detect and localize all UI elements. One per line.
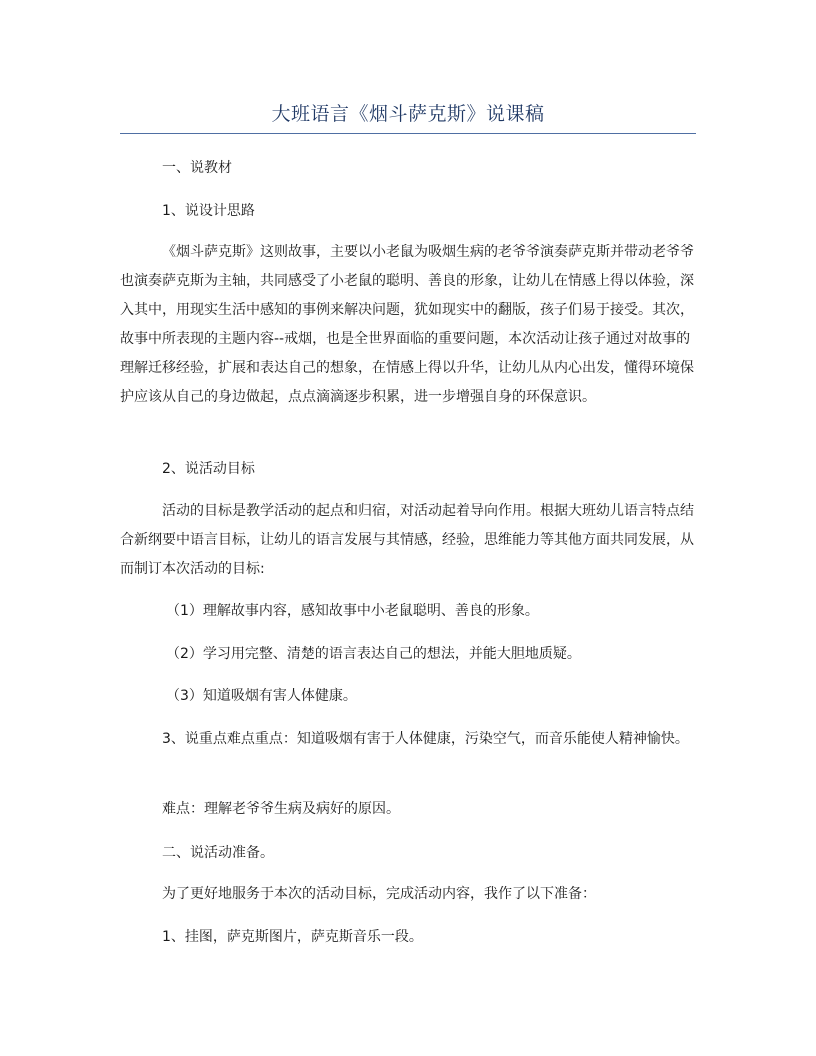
goal-item: （2）学习用完整、清楚的语言表达自己的想法，并能大胆地质疑。 xyxy=(166,646,581,662)
paragraph-design-idea: 《烟斗萨克斯》这则故事，主要以小老鼠为吸烟生病的老爷爷演奏萨克斯并带动老爷爷也演奏萨克斯为主轴，共同感受了小老鼠的聪明、善良的形象，让幼儿在情感上得以体验，深入其中，用现实生活中感知的事例来解决问题，犹如现实中的翻版，孩子们易于接受。其次，故事中所表现的主题内容--戒烟，也是全世界面临的重要问题，本次活动让孩子通过对故事的理解迁移经验，扩展和表达自己的想象，在情感上得以升华，让幼儿从内心出发，懂得环境保护应该从自己的身边做起，点点滴滴逐步积累，进一步增强自身的环保意识。 xyxy=(120,244,694,405)
paragraph-activity-goals: 活动的目标是教学活动的起点和归宿，对活动起着导向作用。根据大班幼儿语言特点结合新纲要中语言目标，让幼儿的语言发展与其情感，经验，思维能力等其他方面共同发展，从而制订本次活动的目标: xyxy=(120,503,694,577)
section-heading-materials: 一、说教材 xyxy=(162,160,232,176)
preparation-intro: 为了更好地服务于本次的活动目标，完成活动内容，我作了以下准备： xyxy=(162,886,596,902)
section-heading-preparation: 二、说活动准备。 xyxy=(162,845,274,861)
subheading-design-idea: 1、说设计思路 xyxy=(162,203,255,219)
difficulty-text: 难点：理解老爷爷生病及病好的原因。 xyxy=(162,801,400,817)
goal-item: （3）知道吸烟有害人体健康。 xyxy=(166,688,357,704)
title-divider xyxy=(120,133,696,134)
paragraph-key-points: 3、说重点难点重点：知道吸烟有害于人体健康，污染空气，而音乐能使人精神愉快。 xyxy=(162,731,689,747)
goal-item: （1）理解故事内容，感知故事中小老鼠聪明、善良的形象。 xyxy=(166,603,539,619)
subheading-activity-goals: 2、说活动目标 xyxy=(162,461,255,477)
page-title: 大班语言《烟斗萨克斯》说课稿 xyxy=(271,103,545,125)
preparation-item: 1、挂图，萨克斯图片，萨克斯音乐一段。 xyxy=(162,929,423,945)
